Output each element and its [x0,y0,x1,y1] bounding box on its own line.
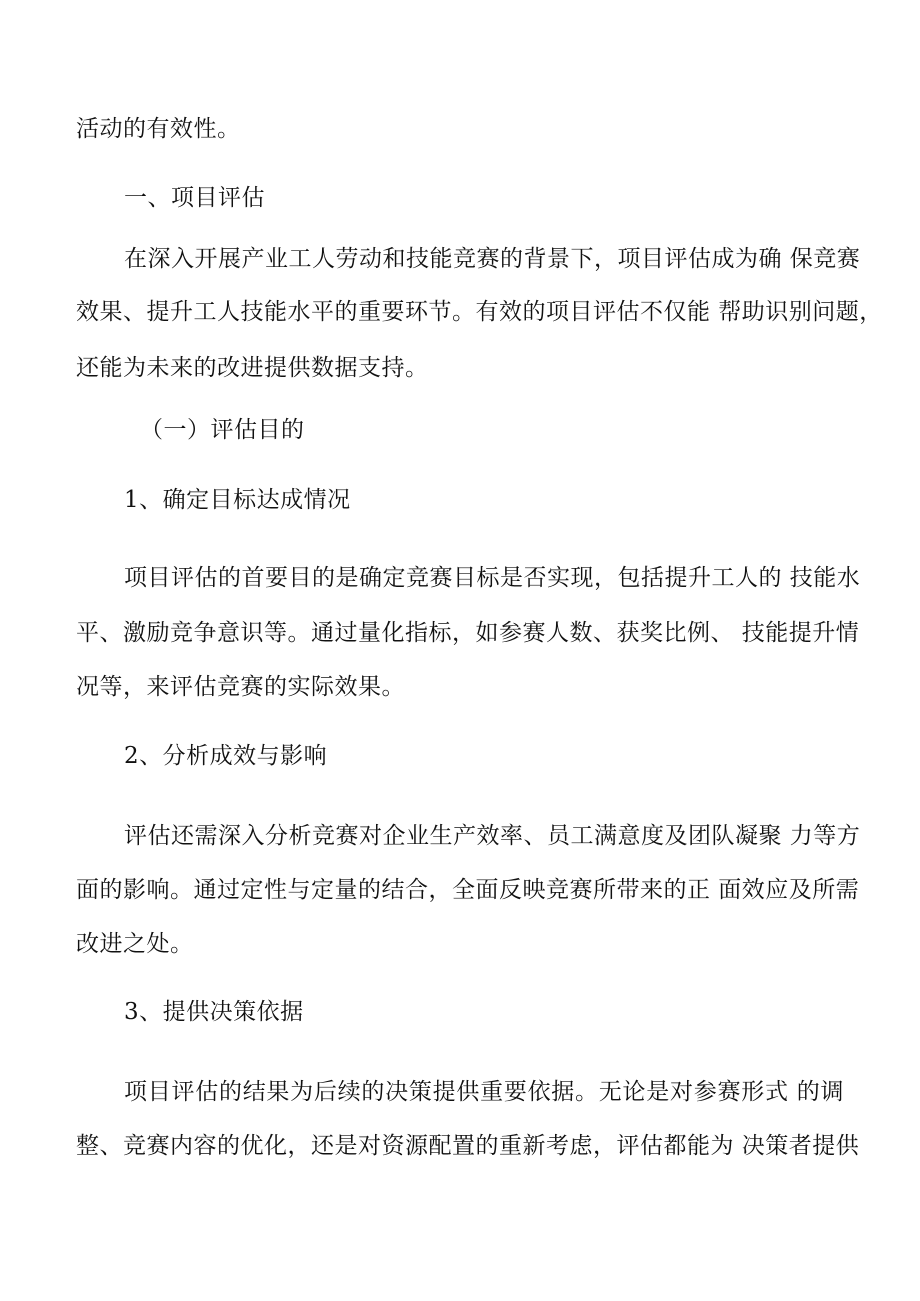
section-heading: 一、项目评估 [124,185,265,211]
paragraph-line: 在深入开展产业工人劳动和技能竞赛的背景下，项目评估成为确 保竞赛 [124,246,861,272]
item-heading: 1、确定目标达成情况 [124,487,351,513]
paragraph-line: 效果、提升工人技能水平的重要环节。有效的项目评估不仅能 帮助识别问题， [76,299,883,325]
paragraph-line: 评估还需深入分析竞赛对企业生产效率、员工满意度及团队凝聚 力等方 [124,823,861,849]
paragraph-line: 改进之处。 [76,931,194,957]
subsection-heading: （一）评估目的 [140,417,305,443]
paragraph-line: 还能为未来的改进提供数据支持。 [76,355,429,381]
paragraph-line: 项目评估的结果为后续的决策提供重要依据。无论是对参赛形式 的调 [124,1079,844,1105]
paragraph-line: 活动的有效性。 [76,116,241,142]
item-heading: 3、提供决策依据 [124,999,304,1025]
paragraph-line: 面的影响。通过定性与定量的结合，全面反映竞赛所带来的正 面效应及所需 [76,877,860,903]
paragraph-line: 平、激励竞争意识等。通过量化指标，如参赛人数、获奖比例、 技能提升情 [76,620,860,646]
paragraph-line: 况等，来评估竞赛的实际效果。 [76,674,405,700]
paragraph-line: 整、竞赛内容的优化，还是对资源配置的重新考虑，评估都能为 决策者提供 [76,1133,860,1159]
item-heading: 2、分析成效与影响 [124,743,328,769]
paragraph-line: 项目评估的首要目的是确定竞赛目标是否实现，包括提升工人的 技能水 [124,565,861,591]
